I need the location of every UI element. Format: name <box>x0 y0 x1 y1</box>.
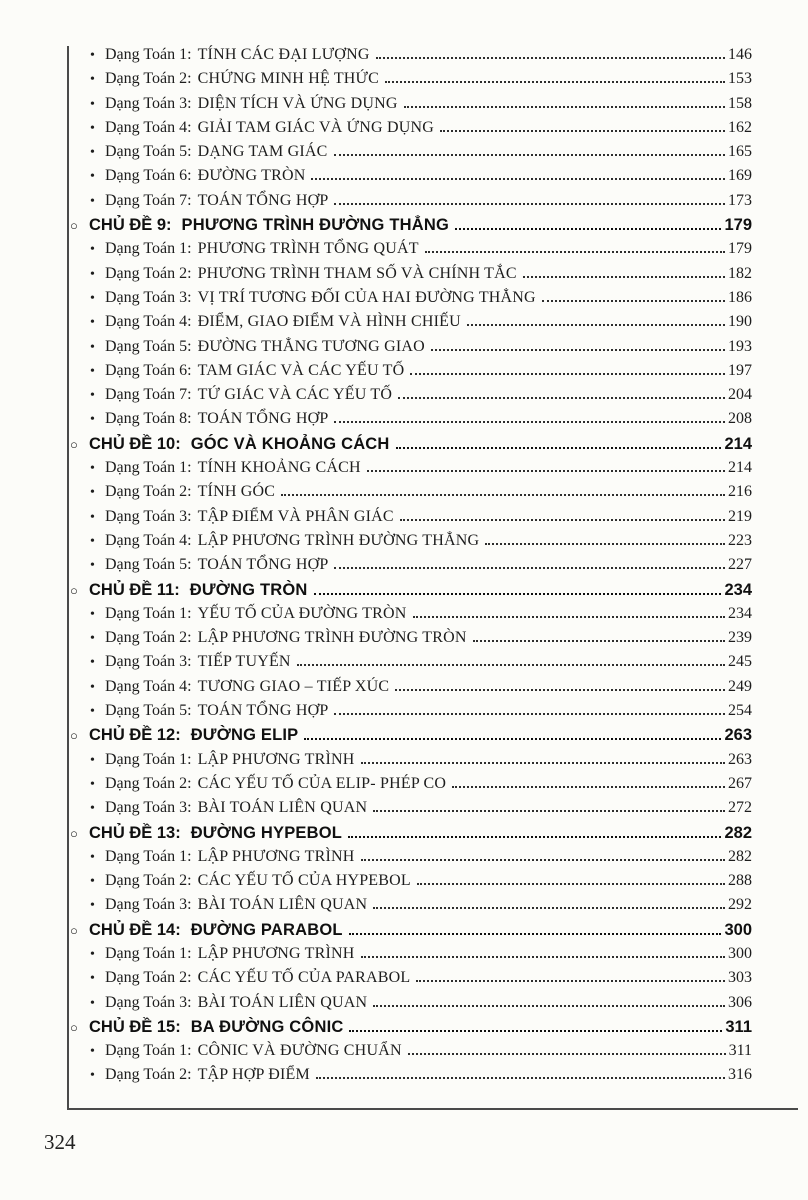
chapter-page-number: 300 <box>724 920 752 939</box>
item-title: TOÁN TỔNG HỢP <box>197 702 329 720</box>
item-title: PHƯƠNG TRÌNH THAM SỐ VÀ CHÍNH TẮC <box>197 264 517 282</box>
dot-leader <box>373 810 725 812</box>
dot-leader <box>311 178 725 180</box>
item-title: TIẾP TUYẾN <box>197 653 291 671</box>
bullet-icon: • <box>90 388 95 404</box>
item-page-number: 227 <box>728 556 752 574</box>
item-label: Dạng Toán 4: <box>105 118 192 136</box>
bullet-icon: • <box>90 120 95 136</box>
dot-leader <box>361 859 725 861</box>
item-page-number: 282 <box>728 847 752 865</box>
item-label: Dạng Toán 1: <box>105 604 192 622</box>
item-label: Dạng Toán 1: <box>105 459 192 477</box>
dot-leader <box>440 130 725 132</box>
bullet-icon: • <box>90 704 95 720</box>
item-title: VỊ TRÍ TƯƠNG ĐỐI CỦA HAI ĐƯỜNG THẲNG <box>197 288 536 306</box>
bullet-icon: • <box>90 1068 95 1084</box>
item-title: LẬP PHƯƠNG TRÌNH ĐƯỜNG TRÒN <box>197 629 467 647</box>
toc-item-row <box>70 143 752 167</box>
item-label: Dạng Toán 2: <box>105 629 192 647</box>
item-page-number: 245 <box>728 653 752 671</box>
item-label: Dạng Toán 5: <box>105 702 192 720</box>
toc-item-row <box>70 459 752 483</box>
item-label: Dạng Toán 8: <box>105 410 192 428</box>
chapter-page-number: 179 <box>724 216 752 235</box>
item-page-number: 208 <box>728 410 752 428</box>
chapter-circle-icon: ○ <box>70 218 78 234</box>
item-label: Dạng Toán 1: <box>105 750 192 768</box>
item-label: Dạng Toán 1: <box>105 46 192 63</box>
item-title: CÁC YẾU TỐ CỦA ELIP- PHÉP CO <box>197 774 447 792</box>
dot-leader <box>410 373 725 375</box>
item-page-number: 169 <box>728 167 752 185</box>
item-label: Dạng Toán 1: <box>105 847 192 865</box>
item-label: Dạng Toán 6: <box>105 167 192 185</box>
bullet-icon: • <box>90 169 95 185</box>
bullet-icon: • <box>90 315 95 331</box>
item-page-number: 162 <box>728 118 752 136</box>
toc-item-row <box>70 46 752 70</box>
dot-leader <box>334 421 725 423</box>
item-label: Dạng Toán 3: <box>105 653 192 671</box>
toc-chapter-row <box>70 435 752 459</box>
item-label: Dạng Toán 2: <box>105 483 192 501</box>
dot-leader <box>334 154 726 156</box>
toc-item-row <box>70 629 752 653</box>
toc-item-row <box>70 483 752 507</box>
dot-leader <box>334 567 725 569</box>
chapter-circle-icon: ○ <box>70 922 78 938</box>
item-label: Dạng Toán 5: <box>105 556 192 574</box>
chapter-title: ĐƯỜNG ELIP <box>190 726 299 745</box>
item-page-number: 234 <box>728 604 752 622</box>
toc-chapter-row <box>70 1018 752 1042</box>
chapter-page-number: 234 <box>724 580 752 599</box>
toc-item-row <box>70 167 752 191</box>
toc-chapter-row <box>70 581 752 605</box>
item-title: TAM GIÁC VÀ CÁC YẾU TỐ <box>197 361 405 379</box>
item-title: ĐƯỜNG TRÒN <box>197 167 306 185</box>
item-title: CHỨNG MINH HỆ THỨC <box>197 70 380 88</box>
item-page-number: 186 <box>728 288 752 306</box>
toc-item-row <box>70 1042 752 1066</box>
item-page-number: 204 <box>728 386 752 404</box>
item-label: Dạng Toán 3: <box>105 993 192 1011</box>
bullet-icon: • <box>90 776 95 792</box>
item-label: Dạng Toán 4: <box>105 677 192 695</box>
bullet-icon: • <box>90 971 95 987</box>
bullet-icon: • <box>90 849 95 865</box>
bullet-icon: • <box>90 193 95 209</box>
toc-item-row <box>70 338 752 362</box>
item-page-number: 292 <box>728 896 752 914</box>
item-label: Dạng Toán 2: <box>105 264 192 282</box>
item-page-number: 223 <box>728 531 752 549</box>
dot-leader <box>349 933 722 935</box>
dot-leader <box>408 1053 726 1055</box>
bullet-icon: • <box>90 558 95 574</box>
item-label: Dạng Toán 6: <box>105 361 192 379</box>
dot-leader <box>376 57 725 59</box>
dot-leader <box>542 300 725 302</box>
item-label: Dạng Toán 3: <box>105 507 192 525</box>
item-page-number: 158 <box>728 94 752 112</box>
dot-leader <box>398 397 725 399</box>
dot-leader <box>485 543 725 545</box>
toc-item-row <box>70 702 752 726</box>
bullet-icon: • <box>90 412 95 428</box>
chapter-label: CHỦ ĐỀ 13: <box>89 823 181 842</box>
dot-leader <box>367 470 725 472</box>
bullet-icon: • <box>90 752 95 768</box>
chapter-page-number: 282 <box>724 823 752 842</box>
item-label: Dạng Toán 3: <box>105 799 192 817</box>
bullet-icon: • <box>90 655 95 671</box>
page-border-left <box>67 46 69 1109</box>
bullet-icon: • <box>90 339 95 355</box>
item-label: Dạng Toán 5: <box>105 337 192 355</box>
bullet-icon: • <box>90 1044 95 1060</box>
toc-item-row <box>70 119 752 143</box>
dot-leader <box>373 1005 725 1007</box>
toc-item-row <box>70 653 752 677</box>
item-label: Dạng Toán 1: <box>105 240 192 258</box>
toc-item-row <box>70 313 752 337</box>
dot-leader <box>316 1077 725 1079</box>
toc-item-row <box>70 969 752 993</box>
item-title: YẾU TỐ CỦA ĐƯỜNG TRÒN <box>197 604 407 622</box>
item-title: LẬP PHƯƠNG TRÌNH <box>197 944 355 962</box>
toc-chapter-row <box>70 726 752 750</box>
item-page-number: 311 <box>728 1042 752 1060</box>
item-label: Dạng Toán 4: <box>105 531 192 549</box>
toc-item-row <box>70 678 752 702</box>
bullet-icon: • <box>90 995 95 1011</box>
item-label: Dạng Toán 7: <box>105 191 192 209</box>
chapter-circle-icon: ○ <box>70 436 78 452</box>
item-page-number: 288 <box>728 872 752 890</box>
item-page-number: 316 <box>728 1066 752 1084</box>
toc-item-row <box>70 532 752 556</box>
item-page-number: 272 <box>728 799 752 817</box>
bullet-icon: • <box>90 461 95 477</box>
toc-item-row <box>70 556 752 580</box>
item-page-number: 197 <box>728 361 752 379</box>
bullet-icon: • <box>90 509 95 525</box>
chapter-title: GÓC VÀ KHOẢNG CÁCH <box>190 434 390 453</box>
toc-chapter-row <box>70 921 752 945</box>
dot-leader <box>349 1030 722 1032</box>
item-title: LẬP PHƯƠNG TRÌNH <box>197 750 355 768</box>
chapter-page-number: 311 <box>725 1017 752 1036</box>
item-title: ĐIỂM, GIAO ĐIỂM VÀ HÌNH CHIẾU <box>197 313 461 331</box>
chapter-label: CHỦ ĐỀ 14: <box>89 920 181 939</box>
dot-leader <box>413 616 726 618</box>
dot-leader <box>404 106 725 108</box>
chapter-label: CHỦ ĐỀ 10: <box>89 434 181 453</box>
toc-item-row <box>70 799 752 823</box>
dot-leader <box>334 713 725 715</box>
item-title: CÔNIC VÀ ĐƯỜNG CHUẨN <box>197 1042 402 1060</box>
toc-item-row <box>70 289 752 313</box>
bullet-icon: • <box>90 874 95 890</box>
bullet-icon: • <box>90 242 95 258</box>
item-label: Dạng Toán 7: <box>105 386 192 404</box>
dot-leader <box>400 519 725 521</box>
item-page-number: 182 <box>728 264 752 282</box>
item-page-number: 153 <box>728 70 752 88</box>
dot-leader <box>361 762 725 764</box>
dot-leader <box>523 276 725 278</box>
dot-leader <box>452 786 725 788</box>
page-number: 324 <box>44 1130 76 1154</box>
item-label: Dạng Toán 2: <box>105 774 192 792</box>
dot-leader <box>417 883 725 885</box>
item-page-number: 254 <box>728 702 752 720</box>
chapter-label: CHỦ ĐỀ 9: <box>89 216 172 235</box>
bullet-icon: • <box>90 679 95 695</box>
item-page-number: 165 <box>728 143 752 161</box>
bullet-icon: • <box>90 290 95 306</box>
dot-leader <box>314 593 722 595</box>
dot-leader <box>297 664 725 666</box>
bullet-icon: • <box>90 606 95 622</box>
item-title: PHƯƠNG TRÌNH TỔNG QUÁT <box>197 240 419 258</box>
chapter-title: ĐƯỜNG HYPEBOL <box>190 823 343 842</box>
toc-item-row <box>70 751 752 775</box>
item-title: LẬP PHƯƠNG TRÌNH <box>197 847 355 865</box>
chapter-label: CHỦ ĐỀ 12: <box>89 726 181 745</box>
item-title: ĐƯỜNG THẲNG TƯƠNG GIAO <box>197 337 425 355</box>
dot-leader <box>334 203 725 205</box>
toc-list <box>70 46 752 1091</box>
bullet-icon: • <box>90 631 95 647</box>
dot-leader <box>385 81 725 83</box>
toc-item-row <box>70 1066 752 1090</box>
item-title: BÀI TOÁN LIÊN QUAN <box>197 993 368 1011</box>
bullet-icon: • <box>90 946 95 962</box>
toc-item-row <box>70 994 752 1018</box>
toc-item-row <box>70 410 752 434</box>
bullet-icon: • <box>90 898 95 914</box>
item-label: Dạng Toán 2: <box>105 969 192 987</box>
dot-leader <box>361 956 725 958</box>
toc-item-row <box>70 192 752 216</box>
toc-item-row <box>70 386 752 410</box>
chapter-circle-icon: ○ <box>70 728 78 744</box>
toc-item-row <box>70 775 752 799</box>
chapter-circle-icon: ○ <box>70 582 78 598</box>
item-title: TÍNH GÓC <box>197 483 276 501</box>
item-title: TÍNH KHOẢNG CÁCH <box>197 459 361 477</box>
toc-item-row <box>70 896 752 920</box>
toc-item-row <box>70 605 752 629</box>
chapter-page-number: 214 <box>724 434 752 453</box>
item-page-number: 303 <box>728 969 752 987</box>
dot-leader <box>281 494 725 496</box>
chapter-title: BA ĐƯỜNG CÔNIC <box>190 1017 344 1036</box>
chapter-title: PHƯƠNG TRÌNH ĐƯỜNG THẲNG <box>181 216 450 235</box>
bullet-icon: • <box>90 801 95 817</box>
dot-leader <box>348 836 721 838</box>
toc-item-row <box>70 70 752 94</box>
item-page-number: 190 <box>728 313 752 331</box>
toc-item-row <box>70 945 752 969</box>
item-page-number: 214 <box>728 459 752 477</box>
toc-item-row <box>70 848 752 872</box>
bullet-icon: • <box>90 72 95 88</box>
item-label: Dạng Toán 2: <box>105 70 192 88</box>
toc-chapter-row <box>70 824 752 848</box>
item-page-number: 267 <box>728 774 752 792</box>
item-label: Dạng Toán 5: <box>105 143 192 161</box>
item-title: TƯƠNG GIAO – TIẾP XÚC <box>197 677 390 695</box>
item-title: TOÁN TỔNG HỢP <box>197 556 329 574</box>
chapter-page-number: 263 <box>724 726 752 745</box>
bullet-icon: • <box>90 533 95 549</box>
item-title: TỨ GIÁC VÀ CÁC YẾU TỐ <box>197 386 393 404</box>
item-page-number: 216 <box>728 483 752 501</box>
toc-chapter-row <box>70 216 752 240</box>
item-title: DẠNG TAM GIÁC <box>197 143 328 161</box>
toc-item-row <box>70 240 752 264</box>
item-page-number: 306 <box>728 993 752 1011</box>
item-title: CÁC YẾU TỐ CỦA HYPEBOL <box>197 872 411 890</box>
item-title: TẬP ĐIỂM VÀ PHÂN GIÁC <box>197 507 394 525</box>
item-title: BÀI TOÁN LIÊN QUAN <box>197 896 368 914</box>
item-page-number: 300 <box>728 944 752 962</box>
item-title: BÀI TOÁN LIÊN QUAN <box>197 799 368 817</box>
chapter-label: CHỦ ĐỀ 11: <box>89 580 180 599</box>
item-page-number: 239 <box>728 629 752 647</box>
dot-leader <box>467 324 725 326</box>
dot-leader <box>416 980 725 982</box>
item-page-number: 179 <box>728 240 752 258</box>
item-label: Dạng Toán 3: <box>105 896 192 914</box>
bullet-icon: • <box>90 48 95 63</box>
dot-leader <box>373 907 725 909</box>
item-page-number: 219 <box>728 507 752 525</box>
item-label: Dạng Toán 3: <box>105 94 192 112</box>
item-label: Dạng Toán 3: <box>105 288 192 306</box>
item-page-number: 263 <box>728 750 752 768</box>
dot-leader <box>425 251 725 253</box>
item-label: Dạng Toán 1: <box>105 1042 192 1060</box>
item-title: TÍNH CÁC ĐẠI LƯỢNG <box>197 46 370 63</box>
chapter-circle-icon: ○ <box>70 1019 78 1035</box>
item-label: Dạng Toán 2: <box>105 1066 192 1084</box>
dot-leader <box>455 228 721 230</box>
page-border-bottom <box>67 1108 798 1110</box>
dot-leader <box>396 447 722 449</box>
item-label: Dạng Toán 4: <box>105 313 192 331</box>
item-label: Dạng Toán 2: <box>105 872 192 890</box>
dot-leader <box>431 349 725 351</box>
item-title: GIẢI TAM GIÁC VÀ ỨNG DỤNG <box>197 118 434 136</box>
bullet-icon: • <box>90 266 95 282</box>
item-title: DIỆN TÍCH VÀ ỨNG DỤNG <box>197 94 398 112</box>
bullet-icon: • <box>90 145 95 161</box>
dot-leader <box>304 738 721 740</box>
item-title: TOÁN TỔNG HỢP <box>197 191 329 209</box>
chapter-title: ĐƯỜNG PARABOL <box>190 920 343 939</box>
item-label: Dạng Toán 1: <box>105 944 192 962</box>
bullet-icon: • <box>90 485 95 501</box>
item-title: TẬP HỢP ĐIỂM <box>197 1066 310 1084</box>
chapter-circle-icon: ○ <box>70 825 78 841</box>
item-page-number: 249 <box>728 677 752 695</box>
item-title: LẬP PHƯƠNG TRÌNH ĐƯỜNG THẲNG <box>197 531 480 549</box>
item-title: CÁC YẾU TỐ CỦA PARABOL <box>197 969 411 987</box>
item-page-number: 193 <box>728 337 752 355</box>
item-title: TOÁN TỔNG HỢP <box>197 410 329 428</box>
chapter-label: CHỦ ĐỀ 15: <box>89 1017 181 1036</box>
bullet-icon: • <box>90 96 95 112</box>
toc-item-row <box>70 265 752 289</box>
item-page-number: 146 <box>728 46 752 63</box>
dot-leader <box>395 689 725 691</box>
item-page-number: 173 <box>728 191 752 209</box>
toc-item-row <box>70 95 752 119</box>
toc-item-row <box>70 362 752 386</box>
dot-leader <box>473 640 725 642</box>
toc-item-row <box>70 508 752 532</box>
bullet-icon: • <box>90 363 95 379</box>
chapter-title: ĐƯỜNG TRÒN <box>189 580 308 599</box>
toc-item-row <box>70 872 752 896</box>
